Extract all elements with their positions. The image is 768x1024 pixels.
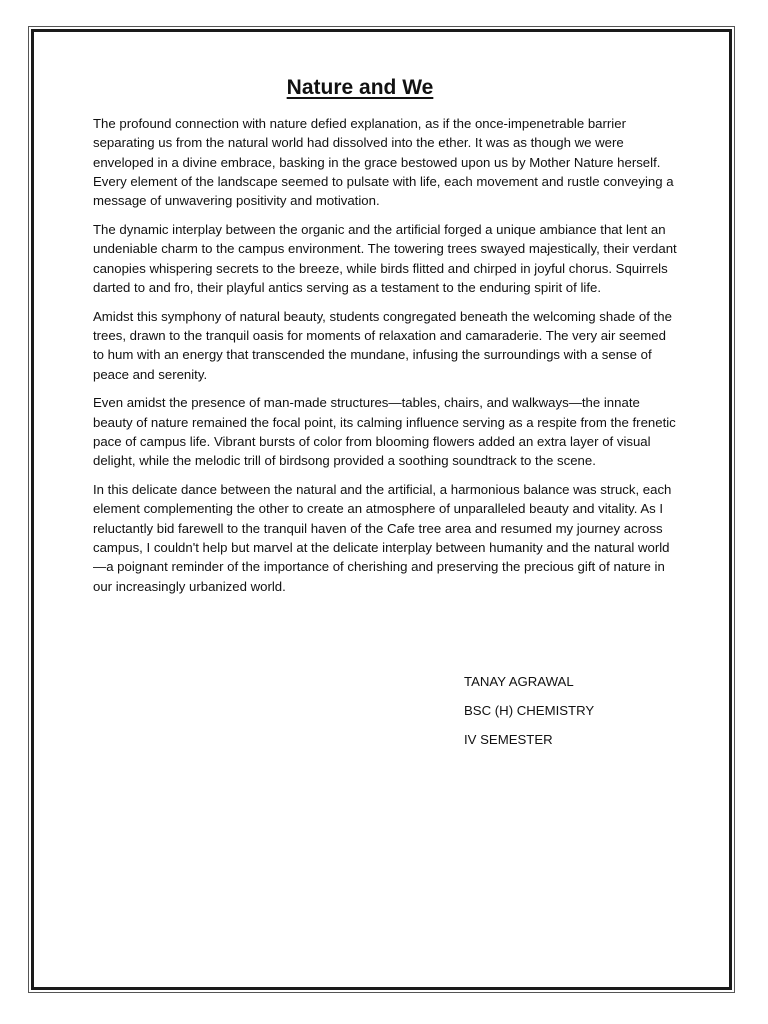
author-signature-block — [464, 672, 684, 759]
essay-body — [93, 114, 678, 605]
author-name: TANAY AGRAWAL — [464, 674, 574, 689]
author-course: BSC (H) CHEMISTRY — [464, 703, 595, 718]
author-semester: IV SEMESTER — [464, 732, 553, 747]
paragraph-4: Even amidst the presence of man-made structures—tables, chairs, and walkways—the innate beauty of nature remained the focal point, its calming influence serving as a respite from the frenetic pace of campus life. Vibrant bursts of color from blooming flowers added an extra layer of visual delight, while the melodic trill of birdsong provided a soothing soundtrack to the scene. — [93, 395, 676, 469]
document-title: Nature and We — [286, 76, 434, 99]
paragraph-3: Amidst this symphony of natural beauty, students congregated beneath the welcoming shade of the trees, drawn to the tranquil oasis for moments of relaxation and camaraderie. The very air seemed to hum with an energy that transcended the mundane, infusing the surroundings with a sense of peace and serenity. — [93, 308, 672, 382]
paragraph-5: In this delicate dance between the natural and the artificial, a harmonious balance was struck, each element complementing the other to create an atmosphere of unparalleled beauty and vitality. As I reluctantly bid farewell to the tranquil haven of the Cafe tree area and resumed my journey across campus, I couldn't help but marvel at the delicate interplay between humanity and the natural world—a poignant reminder of the importance of cherishing and preserving the precious gift of nature in our increasingly urbanized world. — [93, 482, 672, 594]
paragraph-1: The profound connection with nature defied explanation, as if the once-impenetrable barrier separating us from the natural world had dissolved into the ether. It was as though we were enveloped in a divine embrace, basking in the grace bestowed upon us by Mother Nature herself. Every element of the landscape seemed to pulsate with life, each movement and rustle conveying a message of unwavering positivity and motivation. — [93, 116, 674, 209]
paragraph-2: The dynamic interplay between the organic and the artificial forged a unique ambiance that lent an undeniable charm to the campus environment. The towering trees swayed majestically, their verdant canopies whispering secrets to the breeze, while birds flitted and chirped in joyful chorus. Squirrels darted to and fro, their playful antics serving as a testament to the enduring spirit of life. — [93, 221, 677, 295]
